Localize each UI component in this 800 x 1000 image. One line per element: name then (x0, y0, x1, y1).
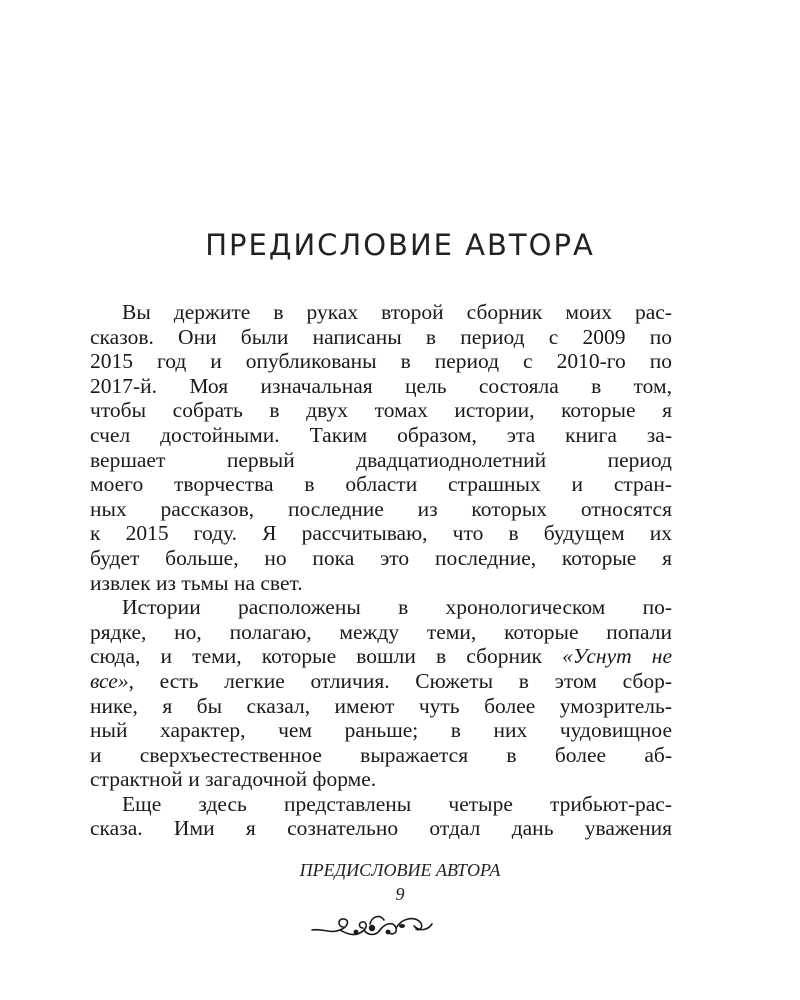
page-number: 9 (395, 884, 405, 904)
line-text: 2015 год и опубликованы в период с 2010-го по (90, 349, 672, 374)
text-line (90, 546, 672, 571)
line-text: счел достойными. Таким образом, эта книга за- (90, 422, 672, 447)
line-text: сюда, и теми, которые вошли в сборник (90, 644, 542, 669)
line-text: извлек из тьмы на свет. (90, 570, 303, 595)
text-line (90, 644, 672, 669)
line-text: рядке, но, полагаю, между теми, которые попали (90, 619, 672, 644)
line-text: будет больше, но пока это последние, которые я (90, 545, 672, 570)
text-line (90, 374, 672, 399)
line-text: ных рассказов, последние из которых относятся (90, 496, 672, 521)
text-line (90, 448, 672, 473)
line-text: Истории расположены в хронологическом по- (122, 595, 672, 620)
text-line (90, 669, 672, 694)
line-text: к 2015 году. Я рассчитываю, что в будущем их (90, 521, 672, 546)
line-text: сказа. Ими я сознательно отдал дань уважения (90, 816, 672, 841)
italic-text: все» (90, 668, 129, 693)
text-line (90, 497, 672, 522)
text-line (90, 816, 672, 841)
text-line (122, 300, 672, 325)
line-text: чтобы собрать в двух томах истории, которые я (90, 398, 672, 423)
line-text: Вы держите в руках второй сборник моих рас- (122, 300, 672, 324)
text-line (90, 694, 672, 719)
text-line (90, 398, 672, 423)
line-text: страктной и загадочной форме. (90, 767, 377, 792)
text-line (90, 718, 672, 743)
text-line (90, 521, 672, 546)
text-line (90, 472, 672, 497)
line-text: Еще здесь представлены четыре трибьют-рас- (122, 791, 672, 816)
running-head: ПРЕДИСЛОВИЕ АВТОРА (299, 860, 501, 880)
text-line (90, 571, 672, 596)
text-line (90, 743, 672, 768)
text-line (122, 792, 672, 817)
body-text (90, 300, 672, 841)
flourish-ornament-icon (310, 906, 434, 946)
page-title: ПРЕДИСЛОВИЕ АВТОРА (205, 228, 595, 262)
line-text: ный характер, чем раньше; в них чудовищное (90, 718, 672, 743)
text-line (90, 325, 672, 350)
text-line (122, 595, 672, 620)
line-text: моего творчества в области страшных и стран- (90, 472, 672, 497)
line-text: и сверхъестественное выражается в более аб- (90, 742, 672, 767)
text-line (90, 423, 672, 448)
line-text: сказов. Они были написаны в период с 2009 по (90, 324, 672, 349)
line-text: нике, я бы сказал, имеют чуть более умозритель- (90, 693, 672, 718)
text-line (90, 349, 672, 374)
line-text: 2017-й. Моя изначальная цель состояла в том, (90, 373, 672, 398)
text-line (90, 620, 672, 645)
line-text: , есть легкие отличия. Сюжеты в этом сбор- (128, 668, 672, 693)
text-line (90, 767, 672, 792)
italic-text: «Уснут не (562, 644, 672, 669)
line-text: вершает первый двадцатиоднолетний период (90, 447, 672, 472)
